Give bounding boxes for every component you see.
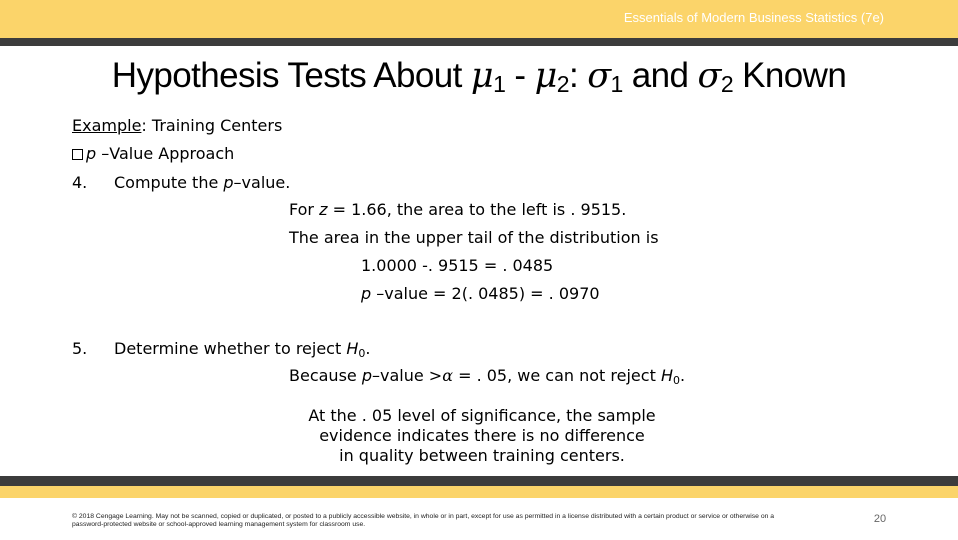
p-value-result-line [361, 284, 600, 304]
footer-band [0, 486, 958, 498]
step-4-text-b: –value. [233, 173, 291, 192]
copyright-notice: © 2018 Cengage Learning. May not be scanned, copied or duplicated, or posted to a publicly accessible website, in whole or in part, except for use as permitted in a license distributed with a certain product or service or otherwise on a password-protected website or school-approved learning management system for classroom use. [72, 513, 775, 528]
example-text: : Training Centers [141, 116, 283, 135]
title-mu-2: μ [534, 56, 557, 96]
approach-line [72, 144, 234, 164]
step-5-text-a: Determine whether to reject [114, 339, 347, 358]
step-4-text-a: Compute the [114, 173, 224, 192]
title-sub-2: 2 [556, 71, 569, 97]
title-sigma-2: σ [697, 56, 721, 96]
example-line [72, 116, 282, 136]
step-5-number: 5. [72, 339, 88, 358]
z-area-text-a: For [289, 200, 320, 219]
footer-divider [0, 476, 958, 486]
step-5 [72, 339, 370, 359]
z-area-text-b: = 1.66, the area to the left is . 9515. [327, 200, 627, 219]
step-5-text-b: . [365, 339, 371, 358]
title-sigma-1: σ [587, 56, 611, 96]
example-label: Example [72, 116, 142, 135]
title-suffix: Known [733, 56, 847, 95]
conclusion-line-3: in quality between training centers. [339, 446, 625, 465]
title-colon: : [568, 56, 588, 95]
header-divider [0, 38, 958, 46]
title-mu-1: μ [470, 56, 494, 96]
checkbox-bullet-icon [72, 149, 83, 160]
title-sub-1: 1 [493, 71, 506, 97]
title-sigma-sub-2: 2 [720, 71, 734, 97]
conclusion-block [259, 406, 705, 466]
p-value-result-text: –value = 2(. 0485) = . 0970 [371, 284, 600, 303]
title-prefix: Hypothesis Tests About [111, 56, 471, 95]
page-number: 20 [873, 513, 887, 525]
decision-text-c: = . 05, we can not reject [453, 366, 661, 385]
decision-text-b: –value > [371, 366, 443, 385]
tail-computation-line: 1.0000 -. 9515 = . 0485 [361, 256, 554, 275]
decision-text-d: . [679, 366, 686, 385]
approach-text: –Value Approach [96, 144, 235, 163]
decision-text-a: Because [289, 366, 362, 385]
alpha-symbol: α [442, 366, 453, 385]
step-4 [72, 173, 290, 193]
step-4-p: p [223, 173, 234, 192]
step-4-number: 4. [72, 173, 88, 192]
step-5-h-sub: 0 [358, 347, 366, 360]
slide-title [0, 56, 958, 96]
approach-p: p [86, 144, 97, 163]
title-and: and [622, 56, 698, 95]
decision-p: p [361, 366, 372, 385]
conclusion-line-2: evidence indicates there is no difference [319, 426, 645, 445]
z-area-line [289, 200, 626, 220]
step-5-h: H [346, 339, 359, 358]
course-title: Essentials of Modern Business Statistics (7e) [623, 10, 884, 25]
decision-line [289, 366, 685, 386]
title-minus: - [505, 56, 535, 95]
decision-h: H [660, 366, 673, 385]
p-value-p: p [361, 284, 372, 303]
z-symbol: z [319, 200, 328, 219]
upper-tail-line: The area in the upper tail of the distribution is [289, 228, 659, 247]
conclusion-line-1: At the . 05 level of significance, the sample [308, 406, 656, 425]
title-sigma-sub-1: 1 [610, 71, 623, 97]
decision-h-sub: 0 [672, 374, 680, 387]
